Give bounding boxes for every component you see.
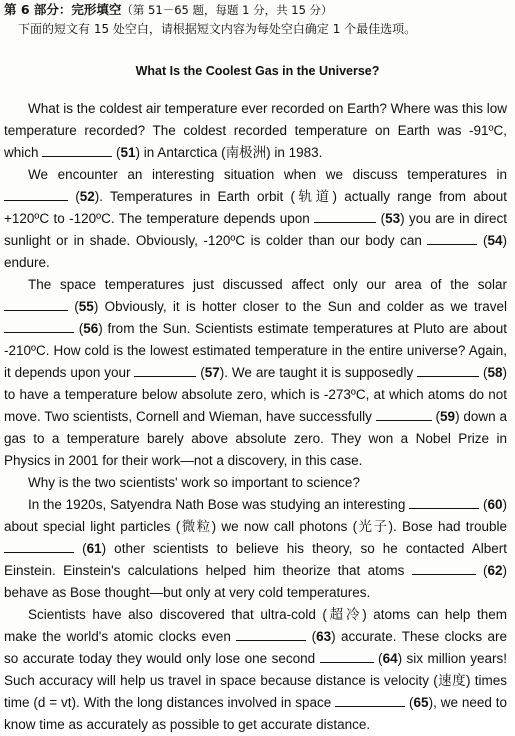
paragraph-text: down a gas to a temperature barely above absolute zero. They won a Nobel Prize in Physics in 2001 for their work—not a discovery, in this case. [4, 409, 508, 468]
paragraph-text: Obviously, it is hotter closer to the Sun and colder as we travel [98, 299, 508, 314]
blank-line [314, 209, 376, 223]
blank-line [4, 539, 74, 553]
passage-title: What Is the Coolest Gas in the Universe? [135, 64, 380, 78]
blank-line [427, 231, 477, 245]
paragraph-text: . Temperatures in Earth orbit (轨道) actually range from about +120ºC to -120ºC. The temperature depends upon [4, 189, 507, 226]
blank-number: 58 [487, 365, 503, 380]
blank-number: 53 [385, 211, 401, 226]
paragraph: We encounter an interesting situation when we discuss temperatures in (52). Temperatures in Earth orbit (轨道) actually range from about +120ºC to -120ºC. The temperature depends upon (53) you are in direct sunlight or in shade. Obviously, -120ºC is colder than our body can (54) endure. [4, 167, 507, 270]
blank-number: 56 [83, 321, 99, 336]
blank-number: 55 [78, 299, 94, 314]
blank-line [335, 693, 405, 707]
paragraph-text: Scientists have also discovered that ultra-cold (超冷) atoms can help them make the world's atomic clocks even [4, 607, 507, 644]
blank-line [412, 561, 476, 575]
paragraph-text: What is the coldest air temperature ever recorded on Earth? Where was this low temperature recorded? The coldest recorded temperature on Earth was -91ºC, which [4, 101, 507, 160]
blank-number: 54 [487, 233, 503, 248]
paragraph: What is the coldest air temperature ever recorded on Earth? Where was this low temperature recorded? The coldest recorded temperature on Earth was -91ºC, which (51) in Antarctica (南极洲) in 1983. [4, 101, 507, 160]
blank-number: 63 [316, 629, 332, 644]
paragraph: The space temperatures just discussed affect only our area of the solar (55) Obviously, it is hotter closer to the Sun and colder as we travel (56) from the Sun. Scientists estimate temperatures at Pluto are about -210ºC. How cold is the lowest estimated temperature in the entire universe? Again, it depends upon your (57). We are taught it is supposedly (58) to have a temperature below absolute zero, which is -273ºC, at which atoms do not move. Two scientists, Cornell and Wieman, have successfully (59) down a gas to a temperature barely above absolute zero. They won a Nobel Prize in Physics in 2001 for their work—not a discovery, in this case. [4, 277, 508, 468]
blank-line [409, 495, 479, 509]
blank-number: 61 [86, 541, 102, 556]
blank-line [236, 627, 306, 641]
paragraph: In the 1920s, Satyendra Nath Bose was studying an interesting (60) about special light particles (微粒) we now call photons (光子). Bose had trouble (61) other scientists to believe his theory, so he contacted Albert Einstein. Einstein's calculations helped him theorize that atoms (62) behave as Bose thought—but only at very cold temperatures. [4, 497, 508, 600]
paragraph-text: We encounter an interesting situation when we discuss temperatures in [28, 167, 507, 182]
paragraph-text: six million years! Such accuracy will help us travel in space because distance is velocity (速度) times time (d = vt). With the long distances involved in space [4, 651, 507, 710]
blank-number: 51 [120, 145, 136, 160]
blank-number: 60 [487, 497, 503, 512]
paragraph-text: about special light particles (微粒) we now call photons (光子). Bose had trouble [4, 519, 507, 534]
paragraph-text: endure. [4, 255, 50, 270]
blank-number: 52 [79, 189, 95, 204]
blank-number: 64 [382, 651, 398, 666]
paragraph-text: accurate. These clocks are so accurate today they would only lose one second [4, 629, 508, 666]
paragraph-text: to have a temperature below absolute zero, which is -273ºC, at which atoms do not move. Two scientists, Cornell and Wieman, have successfully [4, 387, 507, 424]
blank-number: 62 [487, 563, 503, 578]
section-label: 第 6 部分：完形填空 [4, 2, 122, 17]
blank-line [376, 407, 432, 421]
blank-line [417, 363, 479, 377]
paragraph: Scientists have also discovered that ultra-cold (超冷) atoms can help them make the world's atomic clocks even (63) accurate. These clocks are so accurate today they would only lose one second (64) six million years! Such accuracy will help us travel in space because distance is velocity (速度) times time (d = vt). With the long distances involved in space (65), we need to know time as accurately as possible to get accurate distance. [4, 607, 508, 732]
blank-line [42, 143, 112, 157]
passage-body [4, 98, 507, 736]
blank-line [4, 319, 74, 333]
paragraph [4, 472, 507, 494]
paragraph-text: Why is the two scientists' work so important to science? [28, 475, 360, 490]
paragraph-text: behave as Bose thought—but only at very cold temperatures. [4, 585, 371, 600]
blank-number: 65 [413, 695, 429, 710]
blank-line [4, 297, 68, 311]
paragraph-text: in Antarctica (南极洲) in 1983. [140, 145, 323, 160]
blank-number: 57 [204, 365, 220, 380]
paragraph-text: from the Sun. Scientists estimate temperatures at Pluto are about -210ºC. How cold is the lowest estimated temperature in the entire universe? Again, it depends upon your [4, 321, 507, 380]
blank-line [320, 649, 374, 663]
instruction-text: 下面的短文有 15 处空白，请根据短文内容为每处空白确定 1 个最佳选项。 [18, 22, 417, 36]
paragraph-text: you are in direct sunlight or in shade. Obviously, -120ºC is colder than our body can [4, 211, 507, 248]
blank-line [134, 363, 196, 377]
section-note: （第 51－65 题，每题 1 分，共 15 分） [121, 3, 333, 17]
blank-number: 59 [440, 409, 456, 424]
paragraph-text: , we need to know time as accurately as possible to get accurate distance. [4, 695, 507, 732]
section-header [4, 2, 333, 18]
paragraph-text: . We are taught it is supposedly [224, 365, 418, 380]
paragraph-text: other scientists to believe his theory, so he contacted Albert Einstein. Einstein's calculations helped him theorize that atoms [4, 541, 508, 578]
paragraph-text: The space temperatures just discussed affect only our area of the solar [28, 277, 507, 292]
blank-line [4, 187, 68, 201]
paragraph-text: In the 1920s, Satyendra Nath Bose was studying an interesting [28, 497, 410, 512]
